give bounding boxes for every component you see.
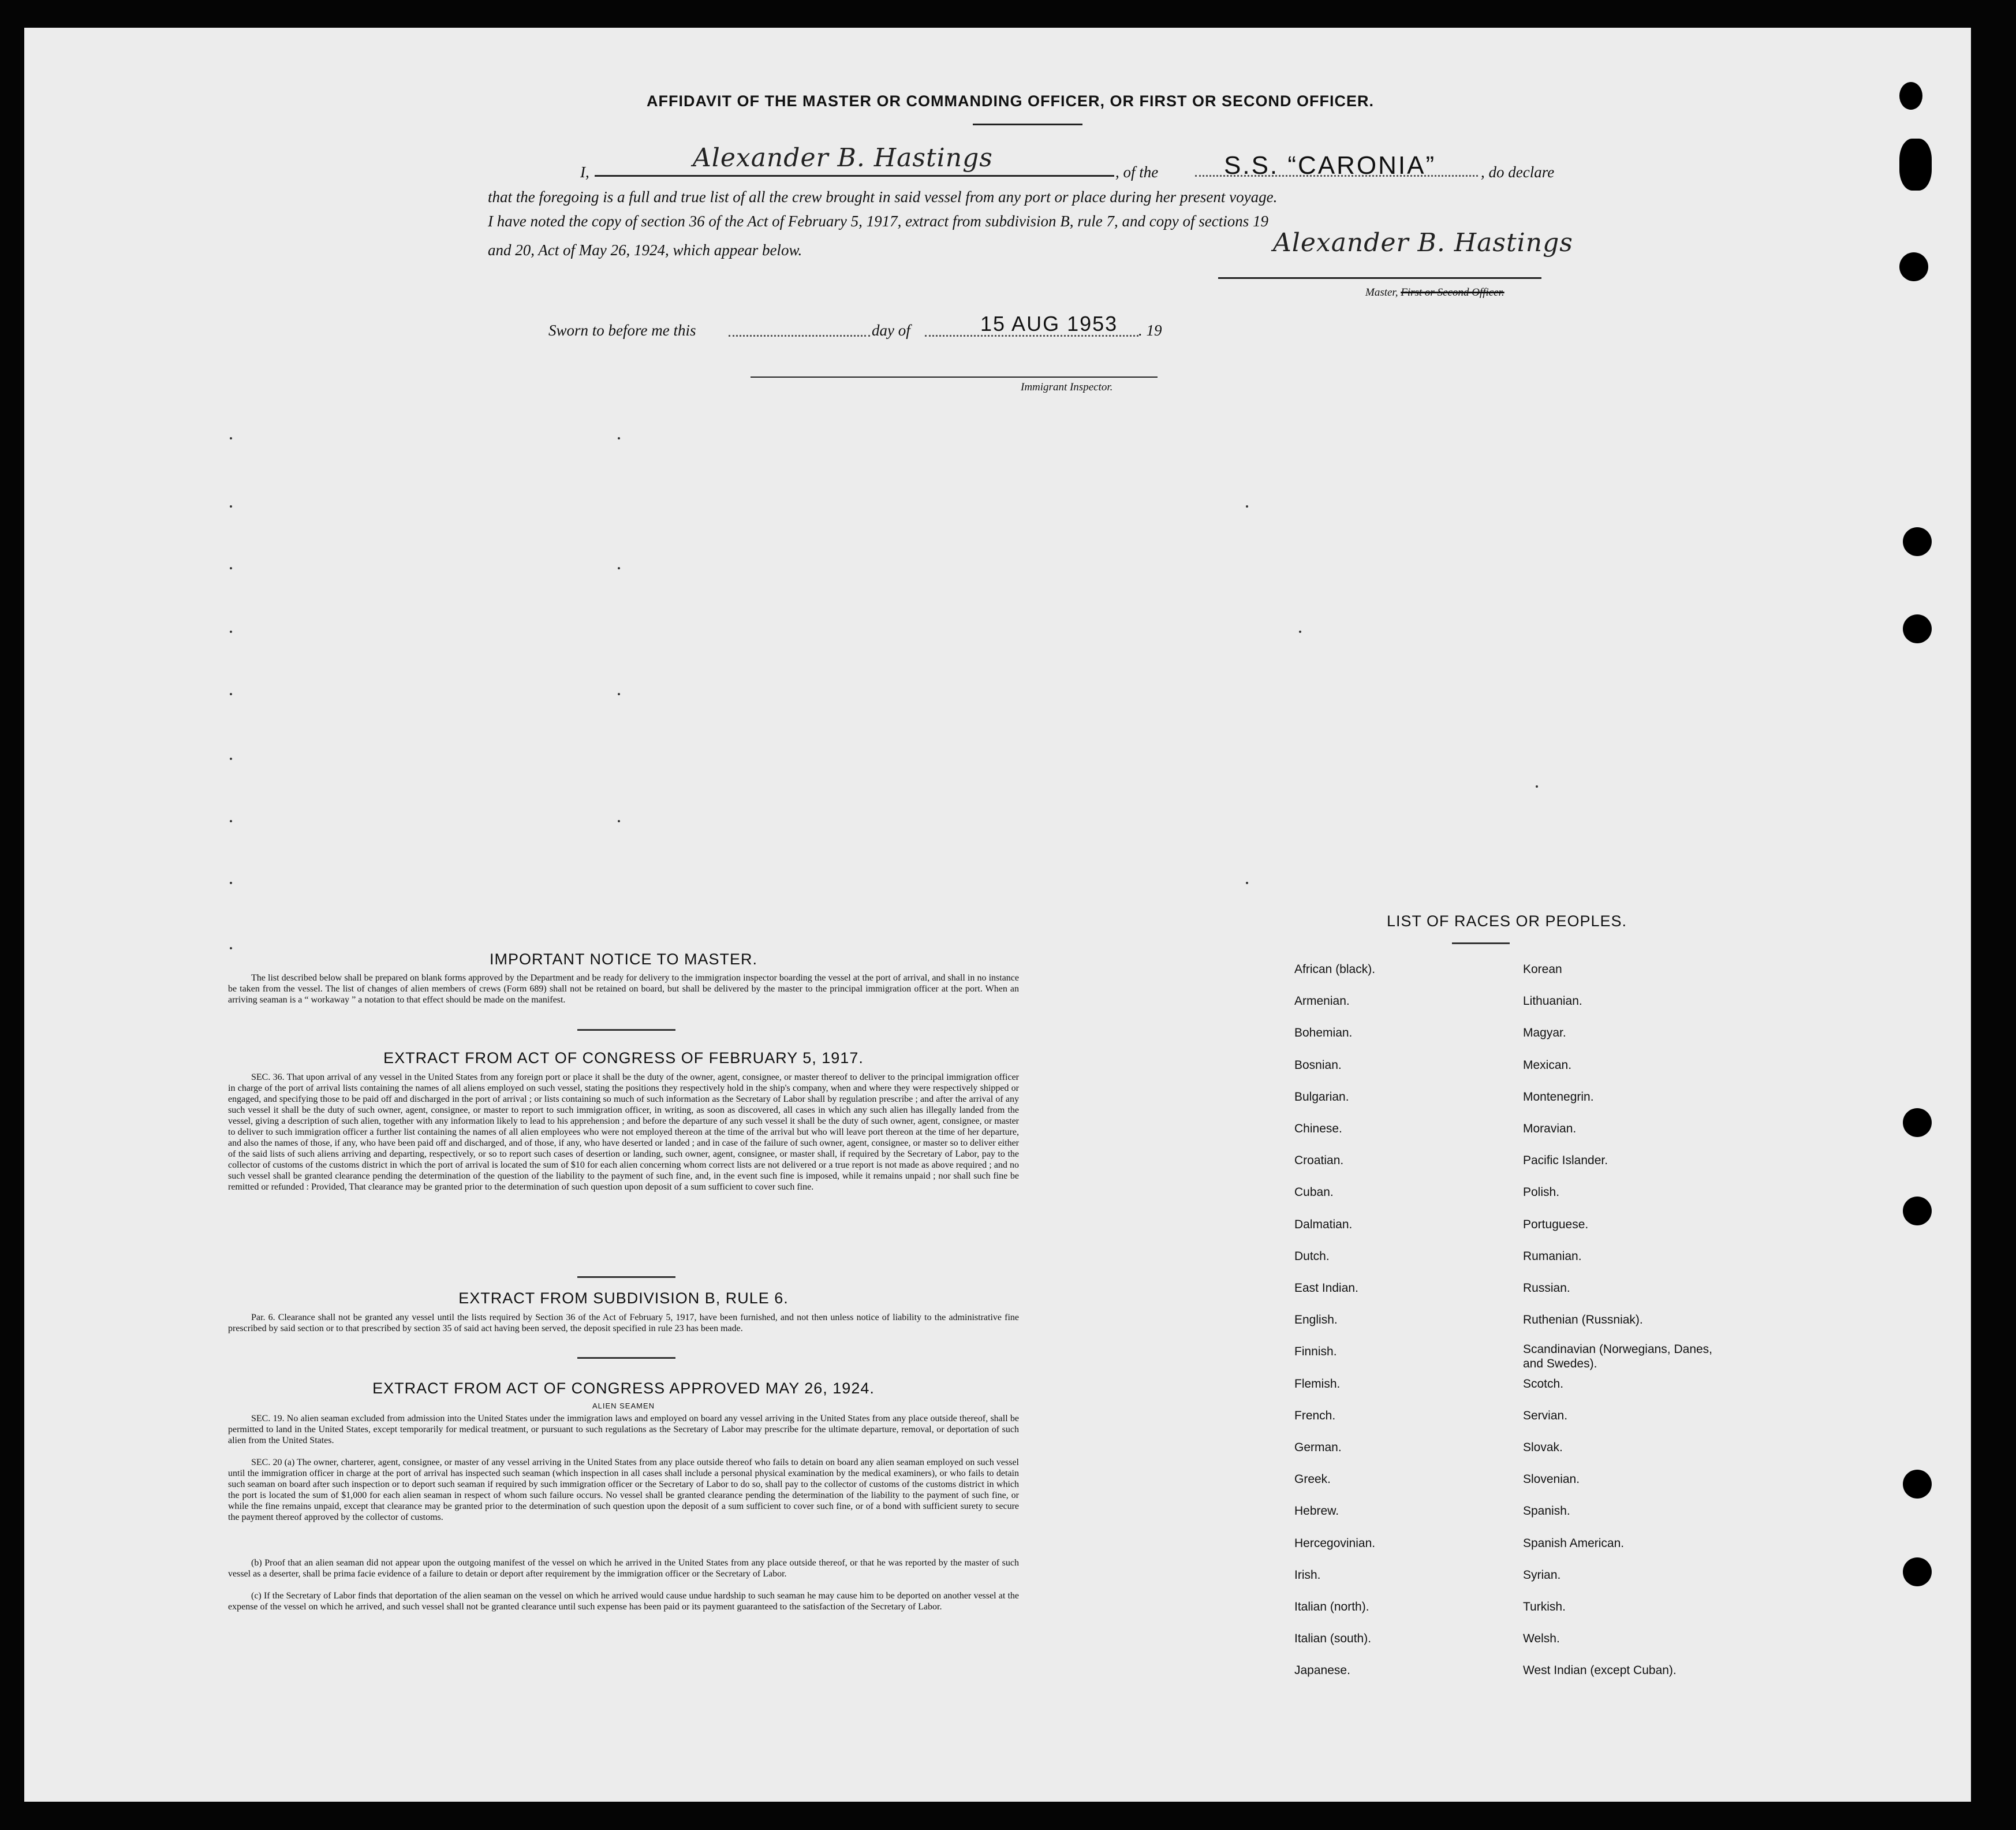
race-col1-item: Dutch. <box>1294 1250 1330 1263</box>
inspector-label: Immigrant Inspector. <box>1021 381 1113 393</box>
notice-body: The list described below shall be prepared on blank forms approved by the Department and be ready for delivery to the immigration inspector boarding the vessel at the port of arrival, and shall in no instance be taken from the vessel. The list of changes of alien members of crews (Form 689) shall not be retained on board, but shall be delivered by the master to the principal immigration officer at the port. When an arriving seaman is a “ workaway ” a notation to that effect should be made on the manifest. <box>228 973 1019 1005</box>
binder-hole-7 <box>1903 1197 1932 1225</box>
binder-hole-3 <box>1899 252 1928 281</box>
race-col2-item: Spanish American. <box>1523 1537 1625 1550</box>
affidavit-title: AFFIDAVIT OF THE MASTER OR COMMANDING OFFICER, OR FIRST OR SECOND OFFICER. <box>647 92 1374 110</box>
master-title-text: Master, <box>1365 286 1401 299</box>
stray-mark <box>230 882 232 884</box>
race-col2-item: Korean <box>1523 963 1562 976</box>
master-name-line <box>595 175 1114 177</box>
race-col2-item: Magyar. <box>1523 1026 1566 1039</box>
race-col1-item: Irish. <box>1294 1568 1321 1582</box>
notice-separator <box>577 1029 675 1031</box>
race-col1-item: Italian (south). <box>1294 1632 1372 1645</box>
stray-mark <box>230 567 232 569</box>
race-col2-item: West Indian (except Cuban). <box>1523 1664 1677 1677</box>
binder-hole-9 <box>1903 1557 1932 1586</box>
race-col1-item: Hebrew. <box>1294 1504 1339 1518</box>
extract-rule6-body: Par. 6. Clearance shall not be granted any vessel until the lists required by Section 36 of the Act of February 5, 1917, have been furnished, and not then unless notice of liability to the administrative fine prescribed by said section or to that prescribed by section 35 of said act having been served, the deposit specified in rule 23 has been made. <box>228 1313 1019 1333</box>
race-col2-item: Turkish. <box>1523 1600 1566 1613</box>
extract-1924-title: EXTRACT FROM ACT OF CONGRESS APPROVED MAY 26, 1924. <box>372 1380 875 1397</box>
race-col1-item: Croatian. <box>1294 1154 1344 1167</box>
race-col1-item: Bulgarian. <box>1294 1090 1349 1104</box>
stray-mark <box>618 567 620 569</box>
race-col1-item: African (black). <box>1294 963 1376 976</box>
race-col1-item: Armenian. <box>1294 994 1350 1008</box>
stray-mark <box>618 820 620 822</box>
race-col1-item: Cuban. <box>1294 1186 1334 1199</box>
sworn-day-of: day of <box>872 322 910 339</box>
binder-hole-6 <box>1903 1108 1932 1137</box>
extract-1924-subtitle: ALIEN SEAMEN <box>592 1402 655 1410</box>
race-col2-item: Ruthenian (Russniak). <box>1523 1313 1643 1326</box>
stray-mark <box>1246 505 1248 508</box>
race-col2-item: Pacific Islander. <box>1523 1154 1608 1167</box>
race-col1-item: Chinese. <box>1294 1122 1342 1135</box>
stray-mark <box>230 505 232 508</box>
race-col2-item: Russian. <box>1523 1281 1570 1295</box>
affidavit-body-line3: I have noted the copy of section 36 of the Act of February 5, 1917, extract from subdivision B, rule 7, and copy of sections 19 <box>488 213 1268 230</box>
extract-1917-title: EXTRACT FROM ACT OF CONGRESS OF FEBRUARY 5, 1917. <box>383 1049 864 1067</box>
race-col2-item: Scandinavian (Norwegians, Danes, and Swedes). <box>1523 1343 1713 1370</box>
master-signature-line <box>1218 277 1541 279</box>
race-col2-item: Portuguese. <box>1523 1218 1589 1231</box>
officer-title-struck: First or Second Officer. <box>1401 286 1504 299</box>
race-col1-item: Japanese. <box>1294 1664 1350 1677</box>
affidavit-body-line4: and 20, Act of May 26, 1924, which appear below. <box>488 241 802 259</box>
binder-hole-8 <box>1903 1470 1932 1499</box>
race-col1-item: German. <box>1294 1441 1342 1454</box>
notice-title: IMPORTANT NOTICE TO MASTER. <box>489 951 758 968</box>
race-col1-item: French. <box>1294 1409 1336 1422</box>
stray-mark <box>230 693 232 695</box>
races-title-rule <box>1452 942 1510 944</box>
race-col1-item: Italian (north). <box>1294 1600 1369 1613</box>
stray-mark <box>230 820 232 822</box>
race-col2-item: Rumanian. <box>1523 1250 1582 1263</box>
race-col1-item: Greek. <box>1294 1473 1331 1486</box>
extract-1924-sec20a: SEC. 20 (a) The owner, charterer, agent, consignee, or master of any vessel arriving in the United States from any place outside thereof who fails to detain on board any alien seaman employed on such vessel until the immigration officer in charge at the port of arrival has inspected such seaman (which inspection in all cases shall include a personal physical examination by the medical examiners), or who fails to detain such seaman on board after such inspection or to deport such seaman if required by such immigration officer or the Secretary of Labor to do so, shall pay to the collector of customs of the customs district in which the port is located the sum of $1,000 for each alien seaman in respect of whom such failure occurs. No vessel shall be granted clearance pending the determination of the liability to the payment of such fine, or while the fine remains unpaid, except that clearance may be granted prior to the determination of such question upon the deposit of a sum sufficient to cover such fine, or of a bond with sufficient surety to secure the payment thereof approved by the collector of customs. <box>228 1458 1019 1522</box>
master-name-signature: Alexander B. Hastings <box>693 143 993 173</box>
inspector-signature-line <box>751 377 1158 378</box>
race-col2-item: Moravian. <box>1523 1122 1577 1135</box>
stray-mark <box>618 437 620 439</box>
master-signature: Alexander B. Hastings <box>1273 228 1573 258</box>
race-col2-item: Scotch. <box>1523 1377 1564 1391</box>
stray-mark <box>618 693 620 695</box>
races-title: LIST OF RACES OR PEOPLES. <box>1386 912 1627 930</box>
binder-hole-1 <box>1899 82 1922 110</box>
race-col2-item: Slovenian. <box>1523 1473 1580 1486</box>
binder-hole-2 <box>1899 139 1932 191</box>
stray-mark <box>1246 882 1248 884</box>
race-col1-item: Dalmatian. <box>1294 1218 1353 1231</box>
race-col2-item: Syrian. <box>1523 1568 1561 1582</box>
extract-rule6-separator <box>577 1357 675 1359</box>
sworn-date-stamp: 15 AUG 1953 <box>980 312 1118 336</box>
race-col2-item: Polish. <box>1523 1186 1560 1199</box>
extract-1924-sec20b: (b) Proof that an alien seaman did not appear upon the outgoing manifest of the vessel on which he arrived in the United States from any place outside thereof, or that he was reported by the master of such vessel as a deserter, shall be prima facie evidence of a failure to detain or deport after requirement by the immigration officer or the Secretary of Labor. <box>228 1558 1019 1579</box>
race-col1-item: East Indian. <box>1294 1281 1358 1295</box>
affidavit-do-declare: , do declare <box>1481 163 1555 181</box>
race-col1-item: Finnish. <box>1294 1345 1337 1358</box>
binder-hole-5 <box>1903 614 1932 643</box>
extract-1924-sec20c: (c) If the Secretary of Labor finds that deportation of the alien seaman on the vessel on which he arrived would cause undue hardship to such seaman he may cause him to be deported on another vessel at the expense of the vessel on which he arrived, and such vessel shall not be granted clearance until such expense has been paid or its payment guaranteed to the satisfaction of the Secretary of Labor. <box>228 1591 1019 1612</box>
race-col2-item: Montenegrin. <box>1523 1090 1594 1104</box>
race-col1-item: Bosnian. <box>1294 1059 1342 1072</box>
stray-mark <box>230 631 232 633</box>
sworn-day-line <box>729 335 870 337</box>
race-col1-item: Hercegovinian. <box>1294 1537 1376 1550</box>
stray-mark <box>1536 785 1538 788</box>
extract-1917-body: SEC. 36. That upon arrival of any vessel in the United States from any foreign port or place it shall be the duty of the owner, agent, consignee, or master thereof to deliver to the principal immigration officer in charge of the port of arrival lists containing the names of all aliens employed on such vessel, stating the positions they respectively hold in the ship's company, when and where they were respectively shipped or engaged, and specifying those to be paid off and discharged in the port of arrival ; or lists containing so much of such information as the Secretary of Labor shall by regulation prescribe ; and after the arrival of any such vessel it shall be the duty of such owner, agent, consignee, or master to report to such immigration officer, in writing, as soon as discovered, all cases in which any such alien has illegally landed from the vessel, giving a description of such alien, together with any information likely to lead to his apprehension ; and before the departure of any such vessel it shall be the duty of such owner, agent, consignee, or master to deliver to such immigration officer a further list containing the names of all alien employees who were not employed thereon at the time of the arrival but who will leave port thereon at the time of her departure, and also the names of those, if any, who have been paid off and discharged, and of those, if any, who have deserted or landed ; and in case of the failure of such owner, agent, consignee, or master so to deliver either of the said lists of such aliens arriving and departing, respectively, or so to report such cases of desertion or landing, such owner, agent, consignee, or master shall, if required by the Secretary of Labor, pay to the collector of customs of the customs district in which the port of arrival is located the sum of $10 for each alien concerning whom correct lists are not delivered or a true report is not made as above required ; and no such vessel shall be granted clearance pending the determination of the question of the liability to the payment of such fine, and, in the event such fine is imposed, while it remains unpaid ; nor shall such fine be remitted or refunded : Provided, That clearance may be granted prior to the determination of such question upon deposit of a sum sufficient to cover such fine. <box>228 1072 1019 1192</box>
race-col2-item: Servian. <box>1523 1409 1568 1422</box>
race-col1-item: Flemish. <box>1294 1377 1341 1391</box>
stray-mark <box>1299 631 1301 633</box>
race-col1-item: English. <box>1294 1313 1338 1326</box>
race-col2-item: Welsh. <box>1523 1632 1560 1645</box>
race-col1-item: Bohemian. <box>1294 1026 1353 1039</box>
affidavit-title-rule <box>973 124 1082 125</box>
master-signature-title <box>1365 286 1504 299</box>
race-col2-item: Slovak. <box>1523 1441 1563 1454</box>
vessel-name: S.S. “CARONIA” <box>1224 151 1436 180</box>
binder-hole-4 <box>1903 527 1932 556</box>
stray-mark <box>230 947 232 949</box>
extract-1917-separator <box>577 1276 675 1278</box>
race-col2-item: Mexican. <box>1523 1059 1572 1072</box>
extract-1924-sec19: SEC. 19. No alien seaman excluded from admission into the United States under the immigration laws and employed on board any vessel arriving in the United States from any place outside thereof, shall be permitted to land in the United States, except temporarily for medical treatment, or pursuant to such regulations as the Secretary of Labor may prescribe for the ultimate departure, removal, or deportation of such alien from the United States. <box>228 1414 1019 1445</box>
stray-mark <box>230 437 232 439</box>
race-col2-item: Lithuanian. <box>1523 994 1582 1008</box>
sworn-year-prefix: . 19 <box>1138 322 1162 339</box>
affidavit-line1-prefix: I, <box>580 163 589 181</box>
race-col2-item: Spanish. <box>1523 1504 1570 1518</box>
sworn-prefix: Sworn to before me this <box>548 322 696 339</box>
affidavit-body-line2: that the foregoing is a full and true list of all the crew brought in said vessel from any port or place during her present voyage. <box>488 188 1278 206</box>
stray-mark <box>230 758 232 760</box>
affidavit-of-the: , of the <box>1115 163 1159 181</box>
extract-rule6-title: EXTRACT FROM SUBDIVISION B, RULE 6. <box>458 1289 789 1307</box>
